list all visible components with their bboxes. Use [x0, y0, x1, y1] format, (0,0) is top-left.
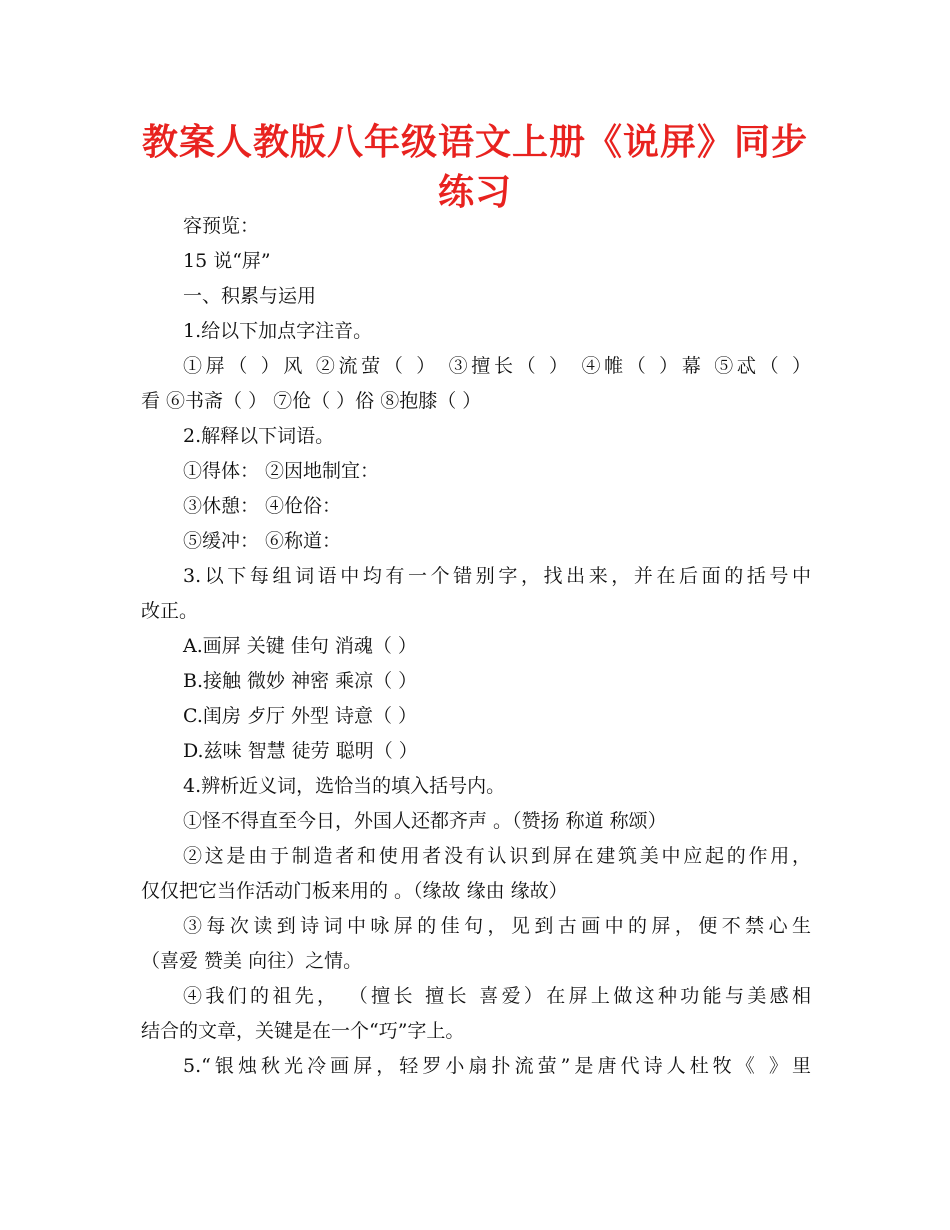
question-1-line-1: ①屏（ ）风 ②流萤（ ） ③擅长（ ） ④帷（ ）幕 ⑤忒（ ） [183, 355, 811, 377]
document-body [141, 209, 811, 1084]
question-4-item-3: ③每次读到诗词中咏屏的佳句，见到古画中的屏，便不禁心生 [183, 915, 811, 937]
question-3-option-d: D.兹味 智慧 徒劳 聪明（ ） [183, 740, 418, 762]
question-2-line-3: ⑤缓冲： ⑥称道： [183, 530, 342, 552]
question-3-option-b: B.接触 微妙 神密 乘凉（ ） [183, 670, 418, 692]
question-4-item-4-continued: 结合的文章，关键是在一个“巧”字上。 [141, 1020, 465, 1042]
question-1-line-2: 看 ⑥书斋（ ） ⑦伧（ ）俗 ⑧抱膝（ ） [141, 390, 482, 412]
document-title [130, 118, 820, 218]
question-1: 1.给以下加点字注音。 [183, 320, 373, 342]
question-2: 2.解释以下词语。 [183, 425, 335, 447]
question-4-item-3-continued: （喜爱 赞美 向往）之情。 [141, 950, 363, 972]
question-2-line-1: ①得体： ②因地制宜： [183, 460, 380, 482]
section-heading: 一、积累与运用 [183, 285, 317, 307]
question-4-item-4: ④我们的祖先， （擅长 擅长 喜爱）在屏上做这种功能与美感相 [183, 985, 811, 1007]
question-2-line-2: ③休憩： ④伧俗： [183, 495, 342, 517]
lesson-heading: 15 说“屏” [183, 250, 271, 272]
question-3-continued: 改正。 [141, 600, 199, 622]
question-4-item-2: ②这是由于制造者和使用者没有认识到屏在建筑美中应起的作用， [183, 845, 811, 867]
preview-label: 容预览： [183, 215, 260, 237]
question-3-option-a: A.画屏 关键 佳句 消魂（ ） [183, 635, 417, 657]
question-4-item-2-continued: 仅仅把它当作活动门板来用的 。（缘故 缘由 缘故） [141, 880, 568, 902]
question-4-item-1: ①怪不得直至今日，外国人还都齐声 。（赞扬 称道 称颂） [183, 810, 667, 832]
question-3-option-c: C.闺房 歺厅 外型 诗意（ ） [183, 705, 418, 727]
question-4: 4.辨析近义词，选恰当的填入括号内。 [183, 775, 506, 797]
question-3: 3.以下每组词语中均有一个错别字，找出来，并在后面的括号中 [183, 565, 811, 587]
title-line-2: 练习 [437, 172, 512, 213]
title-line-1: 教案人教版八年级语文上册《说屏》同步 [141, 122, 808, 163]
question-5: 5.“银烛秋光冷画屏，轻罗小扇扑流萤”是唐代诗人杜牧《 》里 [183, 1055, 811, 1077]
